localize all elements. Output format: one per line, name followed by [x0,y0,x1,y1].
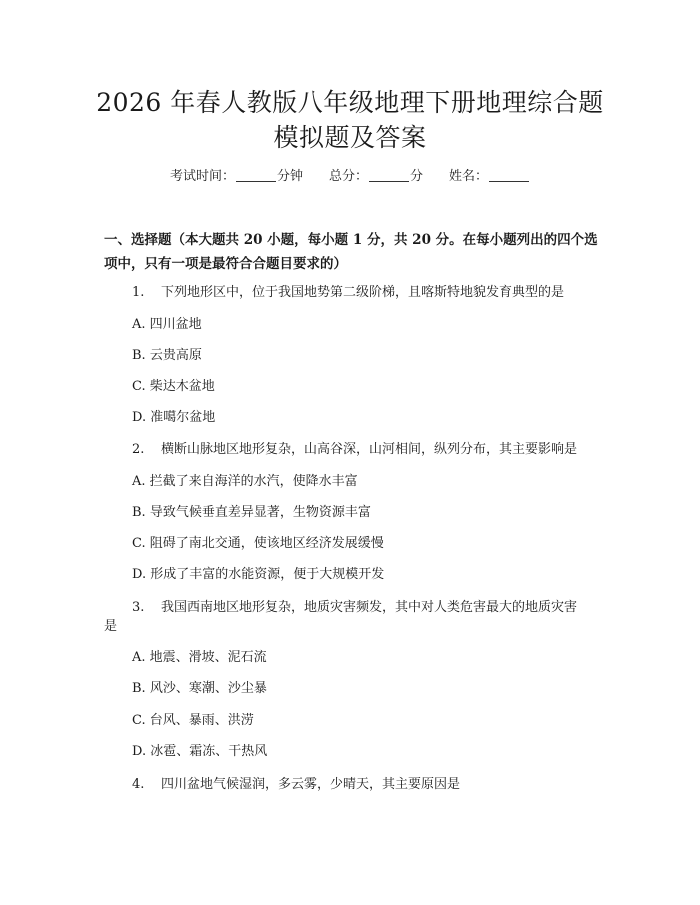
option-3b[interactable]: B. 风沙、寒潮、沙尘暴 [132,681,267,696]
page-title-line2: 模拟题及答案 [273,123,427,152]
question-number: 3. [132,600,145,615]
option-1b[interactable]: B. 云贵高原 [132,348,202,363]
option-2b[interactable]: B. 导致气候垂直差异显著，生物资源丰富 [132,505,371,520]
question-4 [132,775,460,795]
name-label: 姓名： [449,169,489,184]
section-heading: 一、选择题（本大题共 20 小题，每小题 1 分，共 20 分。在每小题列出的四个选 [104,232,598,248]
exam-info [0,167,700,187]
option-3c[interactable]: C. 台风、暴雨、洪涝 [132,713,254,728]
section-heading-line2: 项中，只有一项是最符合合题目要求的） [104,256,347,272]
question-number: 1. [132,285,145,300]
question-text: 四川盆地气候湿润，多云雾，少晴天，其主要原因是 [160,777,460,792]
option-2a[interactable]: A. 拦截了来自海洋的水汽，使降水丰富 [132,474,358,489]
question-text: 下列地形区中，位于我国地势第二级阶梯，且喀斯特地貌发育典型的是 [160,285,564,300]
question-1 [132,283,564,303]
question-text: 我国西南地区地形复杂，地质灾害频发，其中对人类危害最大的地质灾害 [160,600,577,615]
name-blank [489,167,529,182]
question-3 [132,598,577,618]
question-2 [132,440,577,460]
option-3a[interactable]: A. 地震、滑坡、泥石流 [132,650,267,665]
time-blank [236,167,276,182]
option-1d[interactable]: D. 准噶尔盆地 [132,410,216,425]
page-title: 2026 年春人教版八年级地理下册地理综合题 [96,88,604,117]
time-label: 考试时间： [169,169,235,184]
option-3d[interactable]: D. 冰雹、霜冻、干热风 [132,744,268,759]
question-number: 2. [132,442,145,457]
option-2d[interactable]: D. 形成了丰富的水能资源，便于大规模开发 [132,567,385,582]
question-text: 横断山脉地区地形复杂，山高谷深，山河相间，纵列分布，其主要影响是 [160,442,577,457]
time-unit: 分钟 [276,169,303,184]
option-2c[interactable]: C. 阻碍了南北交通，使该地区经济发展缓慢 [132,536,384,551]
question-number: 4. [132,777,145,792]
question-3-continued: 是 [104,619,118,634]
score-unit: 分 [410,169,424,184]
score-label: 总分： [328,169,368,184]
option-1c[interactable]: C. 柴达木盆地 [132,379,215,394]
option-1a[interactable]: A. 四川盆地 [132,317,202,332]
score-blank [369,167,409,182]
